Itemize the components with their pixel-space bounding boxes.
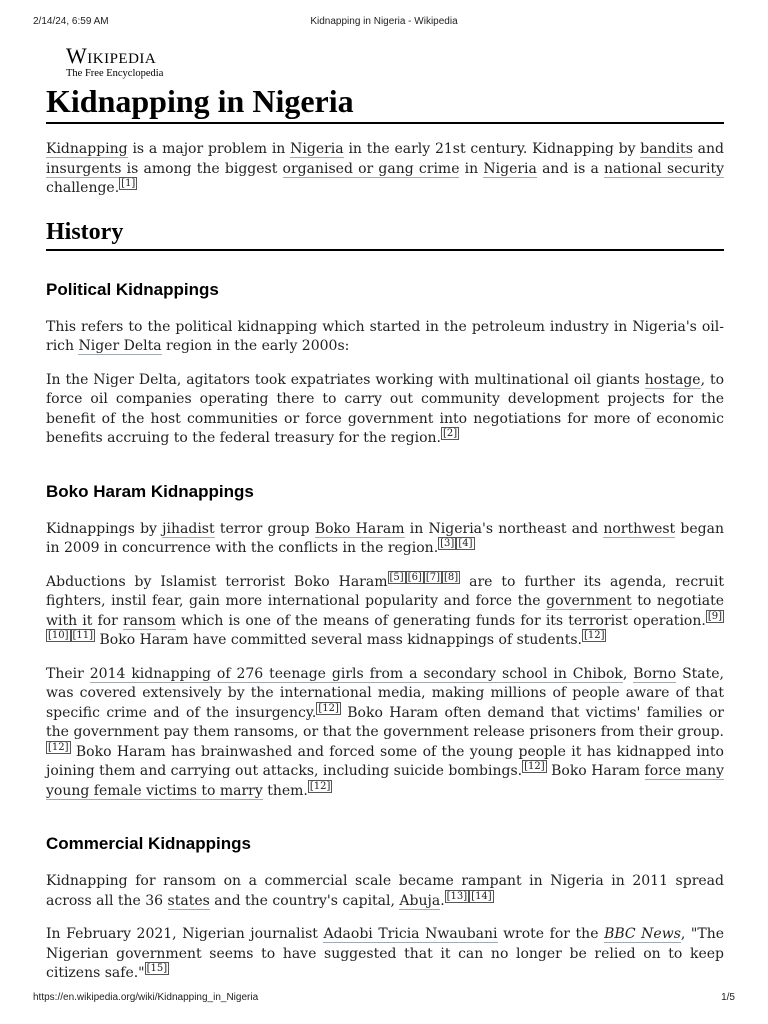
- link-hostage[interactable]: hostage: [644, 371, 701, 388]
- boko-paragraph-1: [46, 520, 724, 559]
- logo-tagline: The Free Encyclopedia: [66, 68, 164, 79]
- link-bandits[interactable]: bandits: [640, 141, 693, 157]
- text: Abductions by Islamist terrorist Boko Haram: [46, 573, 388, 590]
- text: began in 2009 in concurrence with the conflicts in the region.: [46, 520, 724, 556]
- reference-link[interactable]: [6]: [407, 571, 422, 583]
- political-paragraph-1: [46, 318, 724, 357]
- text: .: [440, 892, 445, 909]
- text: , "The Nigerian government seems to have suggested that it can no longer be relied on to keep citizens safe.": [46, 926, 724, 981]
- link-national-security[interactable]: national security: [604, 160, 724, 177]
- text: is a major problem in: [127, 141, 291, 157]
- link-nigeria-2[interactable]: Nigeria: [483, 160, 537, 177]
- reference-12[interactable]: [316, 702, 341, 715]
- text: is among the biggest: [121, 160, 283, 177]
- reference-3[interactable]: [438, 537, 456, 550]
- reference-link[interactable]: [12]: [524, 761, 545, 773]
- page-title: Kidnapping in Nigeria: [46, 82, 724, 124]
- text: Boko Haram have committed several mass kidnappings of students.: [95, 632, 582, 648]
- reference-link[interactable]: [13]: [446, 890, 468, 902]
- text: Boko Haram has brainwashed and forced some of the young people it has kidnapped into joining them and carrying out attacks, including suicide bombings.: [46, 743, 724, 779]
- print-header: [33, 16, 735, 30]
- print-page-number: 1/5: [721, 992, 735, 1003]
- link-jihadist[interactable]: jihadist: [162, 520, 215, 537]
- text: Boko Haram often demand that victims' families or the government pay them ransoms, or that the government release prisoners from their group.: [46, 704, 725, 740]
- reference-12[interactable]: [308, 780, 333, 793]
- reference-link[interactable]: [12]: [318, 702, 339, 714]
- link-boko-haram[interactable]: Boko Haram: [314, 520, 405, 537]
- text: wrote for the: [497, 926, 605, 942]
- reference-1[interactable]: [119, 177, 137, 190]
- logo-wordmark: Wikipedia: [66, 43, 157, 68]
- print-footer: [33, 992, 735, 1006]
- link-chibok-kidnapping[interactable]: 2014 kidnapping of 276 teenage girls from a secondary school in Chibok: [89, 665, 623, 682]
- print-url: https://en.wikipedia.org/wiki/Kidnapping_in_Nigeria: [33, 992, 259, 1003]
- reference-link[interactable]: [3]: [440, 538, 455, 550]
- text: in the early 21st century. Kidnapping by: [343, 141, 641, 157]
- text: State, was covered extensively by the international media, making millions of people aware of that specific crime and of the insurgency.: [46, 665, 724, 721]
- link-organised-crime[interactable]: organised or gang crime: [282, 160, 460, 177]
- link-states[interactable]: states: [167, 892, 210, 909]
- text: which is one of the means of generating funds for its terrorist operation.: [175, 612, 706, 629]
- text: Boko Haram: [546, 763, 645, 779]
- reference-8[interactable]: [442, 571, 460, 584]
- link-forced-marriage[interactable]: force many young female victims to marry: [46, 763, 724, 799]
- text: in Nigeria's northeast and: [404, 520, 604, 537]
- link-insurgents[interactable]: insurgents: [46, 160, 122, 177]
- link-kidnapping[interactable]: Kidnapping: [46, 141, 128, 157]
- article-body: [46, 140, 724, 998]
- link-nigeria[interactable]: Nigeria: [290, 141, 344, 157]
- reference-link[interactable]: [10]: [48, 630, 69, 642]
- link-ransom[interactable]: ransom: [122, 612, 176, 629]
- link-bbc-news[interactable]: [604, 926, 681, 943]
- text: them.: [262, 782, 308, 799]
- reference-2[interactable]: [441, 427, 459, 440]
- text: and: [692, 141, 725, 157]
- commercial-paragraph-1: [46, 872, 724, 911]
- reference-6[interactable]: [406, 571, 424, 584]
- print-doc-title: Kidnapping in Nigeria - Wikipedia: [310, 16, 458, 27]
- text: challenge.: [46, 180, 120, 196]
- boko-paragraph-2: [46, 573, 724, 651]
- reference-15[interactable]: [145, 962, 170, 975]
- boko-paragraph-3: [46, 665, 724, 802]
- reference-link[interactable]: [12]: [48, 741, 69, 753]
- reference-11[interactable]: [71, 629, 96, 642]
- reference-14[interactable]: [469, 890, 494, 903]
- reference-12[interactable]: [522, 760, 547, 773]
- reference-link[interactable]: [5]: [389, 571, 404, 583]
- section-heading-history: History: [46, 218, 724, 251]
- link-adaobi-nwaubani[interactable]: Adaobi Tricia Nwaubani: [323, 926, 498, 942]
- reference-link[interactable]: [9]: [707, 610, 722, 622]
- reference-9[interactable]: [706, 610, 724, 623]
- reference-link[interactable]: [1]: [121, 178, 136, 190]
- print-datetime: 2/14/24, 6:59 AM: [33, 16, 109, 27]
- text: and is a: [536, 160, 605, 177]
- text: Kidnapping for ransom on a commercial scale became rampant in Nigeria in 2011 spread across all the 36: [46, 873, 724, 909]
- text: This refers to the political kidnapping which started in the petroleum industry in Nigeria's oil-rich: [46, 318, 724, 354]
- intro-paragraph: [46, 140, 724, 199]
- subheading-commercial: Commercial Kidnappings: [46, 834, 251, 853]
- reference-7[interactable]: [424, 571, 442, 584]
- reference-12[interactable]: [46, 741, 71, 754]
- link-niger-delta[interactable]: Niger Delta: [78, 338, 162, 354]
- reference-5[interactable]: [388, 571, 406, 584]
- reference-link[interactable]: [8]: [444, 571, 459, 583]
- text: terror group: [214, 520, 315, 537]
- link-abuja[interactable]: Abuja: [399, 892, 441, 909]
- reference-10[interactable]: [46, 629, 71, 642]
- text: to negotiate with it for: [46, 593, 724, 629]
- text: Their: [46, 665, 90, 682]
- text: , to force oil companies operating there to carry out community development projects for the benefit of the host communities or force government into negotiations for more of economic benefits accruing to the federal treasury for the region.: [46, 371, 725, 446]
- reference-4[interactable]: [456, 537, 474, 550]
- reference-link[interactable]: [12]: [309, 780, 331, 792]
- reference-link[interactable]: [11]: [72, 630, 94, 642]
- text: and the country's capital,: [209, 892, 400, 909]
- link-borno[interactable]: Borno: [633, 665, 677, 682]
- reference-link[interactable]: [4]: [458, 538, 473, 550]
- text: Kidnappings by: [46, 520, 163, 537]
- subheading-boko-haram: Boko Haram Kidnappings: [46, 481, 254, 501]
- text: In February 2021, Nigerian journalist: [46, 926, 324, 942]
- reference-link[interactable]: [12]: [583, 630, 605, 642]
- wikipedia-logo[interactable]: [66, 44, 163, 80]
- text: In the Niger Delta, agitators took expatriates working with multinational oil giants: [46, 371, 645, 388]
- text: are to further its agenda, recruit fighters, instil fear, gain more international popularity and force the: [46, 573, 724, 609]
- reference-link[interactable]: [15]: [146, 963, 168, 975]
- reference-link[interactable]: [7]: [425, 571, 441, 583]
- reference-link[interactable]: [14]: [471, 890, 492, 902]
- text: region in the early 2000s:: [161, 338, 350, 354]
- text: ,: [622, 665, 634, 682]
- reference-link[interactable]: [2]: [443, 428, 458, 440]
- link-label: BBC News: [604, 926, 681, 942]
- subheading-political: Political Kidnappings: [46, 279, 219, 299]
- link-government[interactable]: government: [546, 593, 632, 609]
- reference-13[interactable]: [445, 890, 470, 903]
- text: in: [459, 160, 484, 177]
- link-northwest[interactable]: northwest: [603, 520, 676, 537]
- political-paragraph-2: [46, 371, 724, 449]
- commercial-paragraph-2: [46, 925, 724, 984]
- reference-12[interactable]: [582, 629, 607, 642]
